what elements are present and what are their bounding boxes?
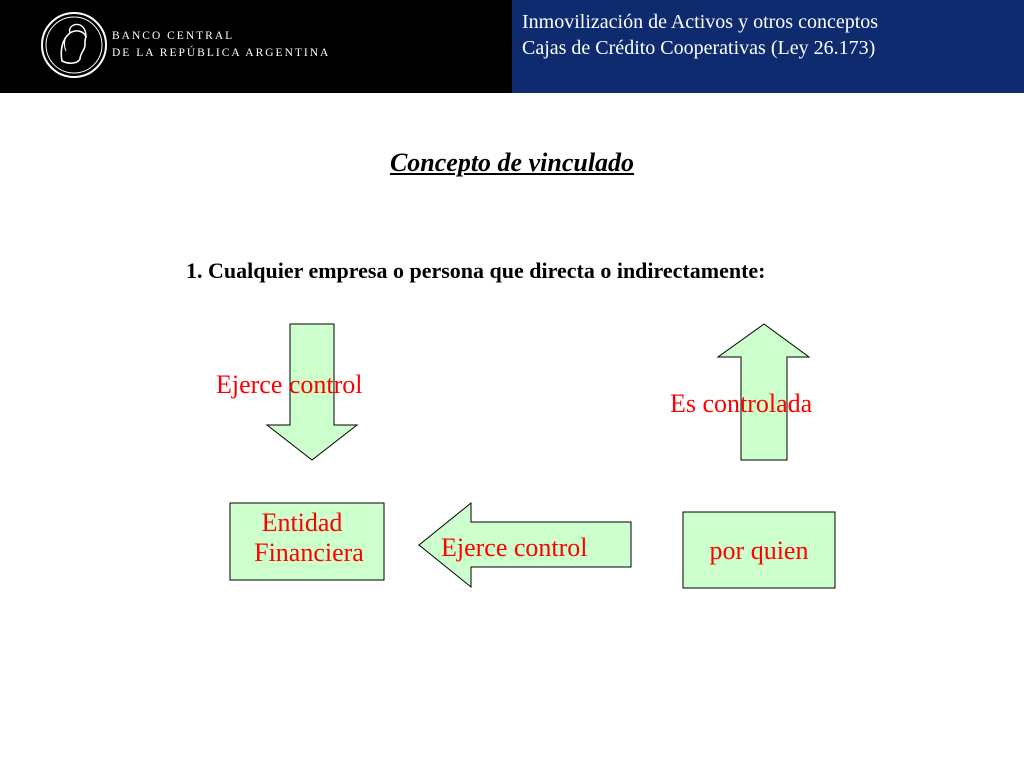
arrow-left-label: Ejerce control xyxy=(441,533,588,562)
arrow-down-label: Ejerce control xyxy=(216,370,363,399)
bullet-point: 1. Cualquier empresa o persona que directa o indirectamente: xyxy=(186,258,766,283)
arrow-up-label: Es controlada xyxy=(670,389,813,418)
slide-title: Concepto de vinculado xyxy=(389,148,635,177)
controller-box-label: por quien xyxy=(709,536,809,565)
entity-box-line1: Entidad xyxy=(261,508,343,537)
bank-name-line2: DE LA REPÚBLICA ARGENTINA xyxy=(112,47,331,59)
presentation-title-line1: Inmovilización de Activos y otros conceptos xyxy=(522,11,879,33)
presentation-title-line2: Cajas de Crédito Cooperativas (Ley 26.173) xyxy=(522,37,876,59)
entity-box-line2: Financiera xyxy=(254,538,364,567)
entity-box-label xyxy=(230,508,384,568)
bank-name-line1: BANCO CENTRAL xyxy=(112,30,235,42)
